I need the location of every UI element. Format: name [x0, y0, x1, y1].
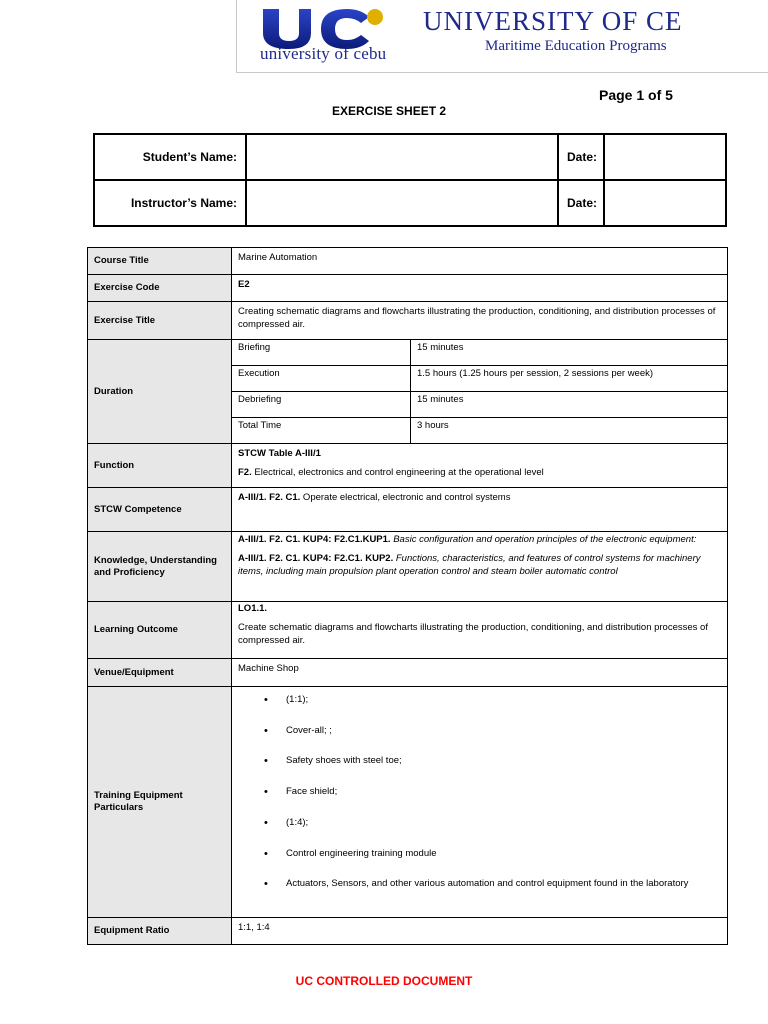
- learning-outcome-code: LO1.1.: [238, 603, 268, 614]
- stcw-competence-row: [88, 488, 728, 532]
- equipment-ratio-label: Equipment Ratio: [88, 918, 232, 945]
- instructor-name-field[interactable]: [246, 180, 558, 226]
- duration-breakdown: [232, 340, 728, 444]
- duration-item-name: Total Time: [232, 418, 411, 444]
- university-subtitle: Maritime Education Programs: [485, 38, 667, 54]
- logo-subtitle: university of cebu: [260, 44, 387, 63]
- exercise-title-label: Exercise Title: [88, 302, 232, 340]
- student-name-field[interactable]: [246, 134, 558, 180]
- exercise-title-value: Creating schematic diagrams and flowcharts illustrating the production, conditioning, and distribution processes of compressed air.: [232, 302, 728, 340]
- equipment-ratio-row: [88, 918, 728, 945]
- course-title-value: Marine Automation: [232, 248, 728, 275]
- training-equipment-row: [88, 687, 728, 918]
- duration-item-name: Debriefing: [232, 392, 411, 418]
- venue-value: Machine Shop: [232, 659, 728, 687]
- function-description: [238, 467, 721, 480]
- duration-item-value: 1.5 hours (1.25 hours per session, 2 sessions per week): [411, 366, 728, 392]
- course-title-row: [88, 248, 728, 275]
- duration-briefing: [232, 340, 727, 366]
- date-label: Date:: [558, 180, 604, 226]
- kup-item: [238, 534, 721, 547]
- training-equipment-value: [232, 687, 728, 918]
- equipment-item: • Control engineering training module: [286, 847, 721, 862]
- exercise-code-row: [88, 275, 728, 302]
- venue-row: [88, 659, 728, 687]
- equipment-item: • Face shield;: [286, 785, 721, 800]
- kup-code: A-III/1. F2. C1. KUP4: F2.C1. KUP2.: [238, 552, 394, 564]
- equipment-ratio-value: 1:1, 1:4: [232, 918, 728, 945]
- kup-row: [88, 532, 728, 602]
- equipment-item: • Actuators, Sensors, and other various automation and control equipment found in the laboratory: [286, 877, 721, 892]
- duration-item-name: Briefing: [232, 340, 411, 366]
- function-code: F2.: [238, 466, 252, 478]
- page-number: Page 1 of 5: [599, 87, 673, 103]
- names-table: [93, 133, 727, 227]
- controlled-document-footer: UC CONTROLLED DOCUMENT: [295, 974, 473, 988]
- duration-item-name: Execution: [232, 366, 411, 392]
- kup-label: Knowledge, Understanding and Proficiency: [88, 532, 232, 602]
- date-field[interactable]: [604, 134, 726, 180]
- kup-value: [232, 532, 728, 602]
- university-banner: [236, 0, 768, 73]
- function-label: Function: [88, 444, 232, 488]
- kup-text: Functions, characteristics, and features of control systems for machinery items, including main propulsion plant operation control and steam boiler automatic control: [238, 552, 701, 577]
- duration-subtable: [232, 340, 727, 443]
- equipment-item: • Safety shoes with steel toe;: [286, 754, 721, 769]
- stcw-competence-label: STCW Competence: [88, 488, 232, 532]
- function-table-ref: STCW Table A-III/1: [238, 448, 321, 459]
- student-row: [94, 134, 726, 180]
- exercise-details-table: [87, 247, 728, 945]
- exercise-code-label: Exercise Code: [88, 275, 232, 302]
- stcw-competence-value: [232, 488, 728, 532]
- duration-label: Duration: [88, 340, 232, 444]
- kup-text: Basic configuration and operation principles of the electronic equipment:: [390, 534, 697, 545]
- training-equipment-label: Training Equipment Particulars: [88, 687, 232, 918]
- function-value: [232, 444, 728, 488]
- exercise-title-row: [88, 302, 728, 340]
- function-text: Electrical, electronics and control engineering at the operational level: [251, 466, 544, 478]
- competence-text: Operate electrical, electronic and control systems: [300, 492, 511, 503]
- learning-outcome-value: [232, 602, 728, 659]
- learning-outcome-label: Learning Outcome: [88, 602, 232, 659]
- kup-code: A-III/1. F2. C1. KUP4: F2.C1.KUP1.: [238, 534, 391, 545]
- duration-row: [88, 340, 728, 444]
- instructor-row: [94, 180, 726, 226]
- date-field[interactable]: [604, 180, 726, 226]
- venue-label: Venue/Equipment: [88, 659, 232, 687]
- learning-outcome-row: [88, 602, 728, 659]
- exercise-code-value: E2: [232, 275, 728, 302]
- duration-item-value: 15 minutes: [411, 392, 728, 418]
- student-name-label: Student’s Name:: [94, 134, 246, 180]
- duration-total: [232, 418, 727, 444]
- equipment-item: • (1:1);: [286, 693, 721, 708]
- duration-item-value: 3 hours: [417, 420, 449, 431]
- duration-item-value: 15 minutes: [411, 340, 728, 366]
- sheet-title: EXERCISE SHEET 2: [332, 104, 447, 118]
- duration-debriefing: [232, 392, 727, 418]
- learning-outcome-text: Create schematic diagrams and flowcharts illustrating the production, conditioning, and distribution processes of compressed air.: [238, 621, 708, 646]
- equipment-list: [238, 693, 721, 892]
- course-title-label: Course Title: [88, 248, 232, 275]
- equipment-item: • Cover-all; ;: [286, 724, 721, 739]
- function-row: [88, 444, 728, 488]
- kup-item: [238, 553, 721, 579]
- date-label: Date:: [558, 134, 604, 180]
- equipment-item: • (1:4);: [286, 816, 721, 831]
- competence-code: A-III/1. F2. C1.: [238, 492, 301, 503]
- university-name: UNIVERSITY OF CE: [423, 6, 683, 36]
- instructor-name-label: Instructor’s Name:: [94, 180, 246, 226]
- duration-execution: [232, 366, 727, 392]
